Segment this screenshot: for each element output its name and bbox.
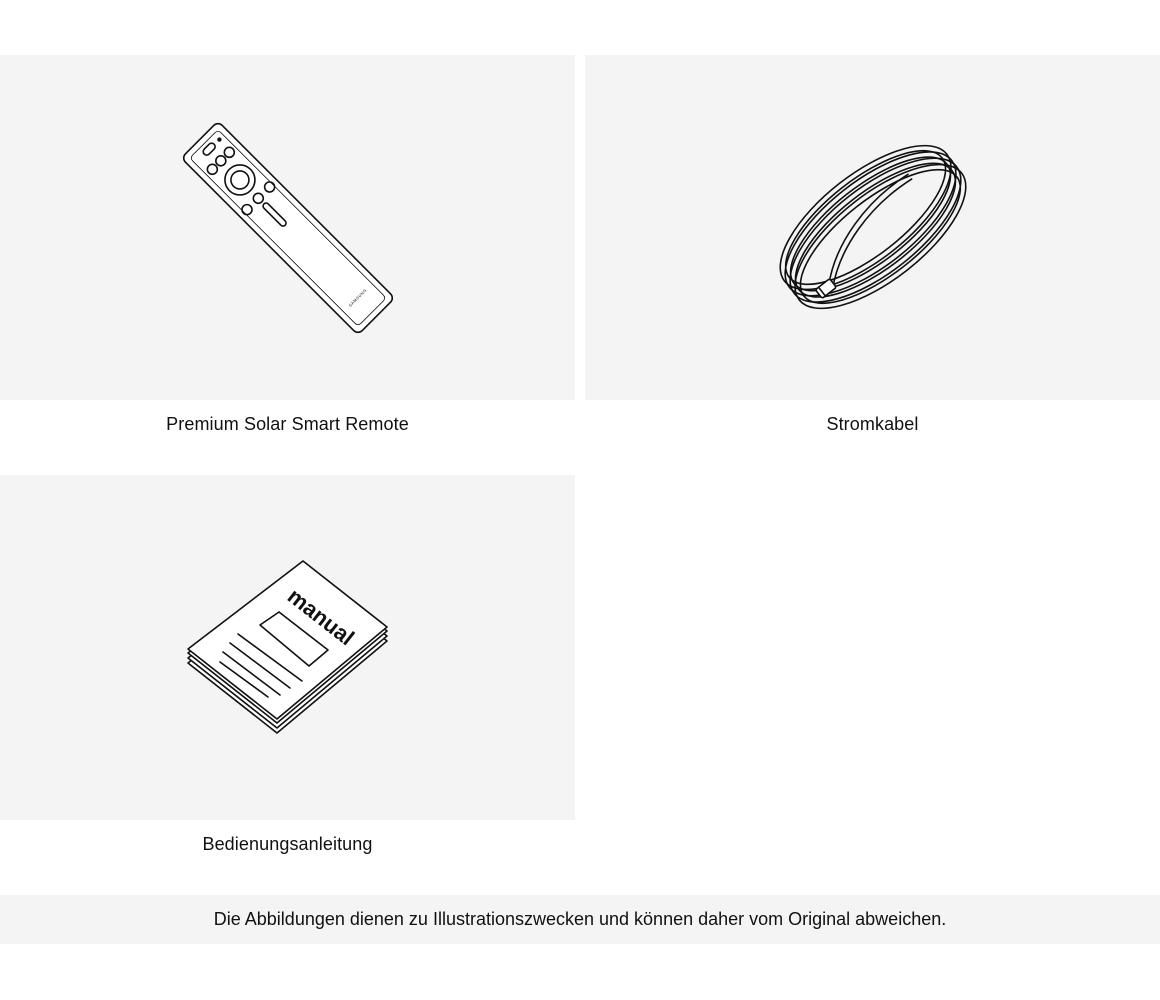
disclaimer-text: Die Abbildungen dienen zu Illustrationszwecken und können daher vom Original abweichen. [213, 909, 947, 929]
product-tile-cable [585, 55, 1160, 400]
caption-remote: Premium Solar Smart Remote [166, 414, 409, 434]
caption-manual: Bedienungsanleitung [202, 834, 373, 854]
disclaimer-banner [0, 895, 1160, 944]
caption-cable: Stromkabel [826, 414, 919, 434]
manual-cover-text: manual [282, 583, 360, 651]
power-cable-icon [585, 55, 1160, 400]
remote-control-icon [0, 55, 575, 400]
remote-brand-text: SAMSUNG [347, 287, 368, 308]
manual-book-icon [0, 475, 575, 820]
product-tile-manual [0, 475, 575, 820]
product-tile-remote [0, 55, 575, 400]
